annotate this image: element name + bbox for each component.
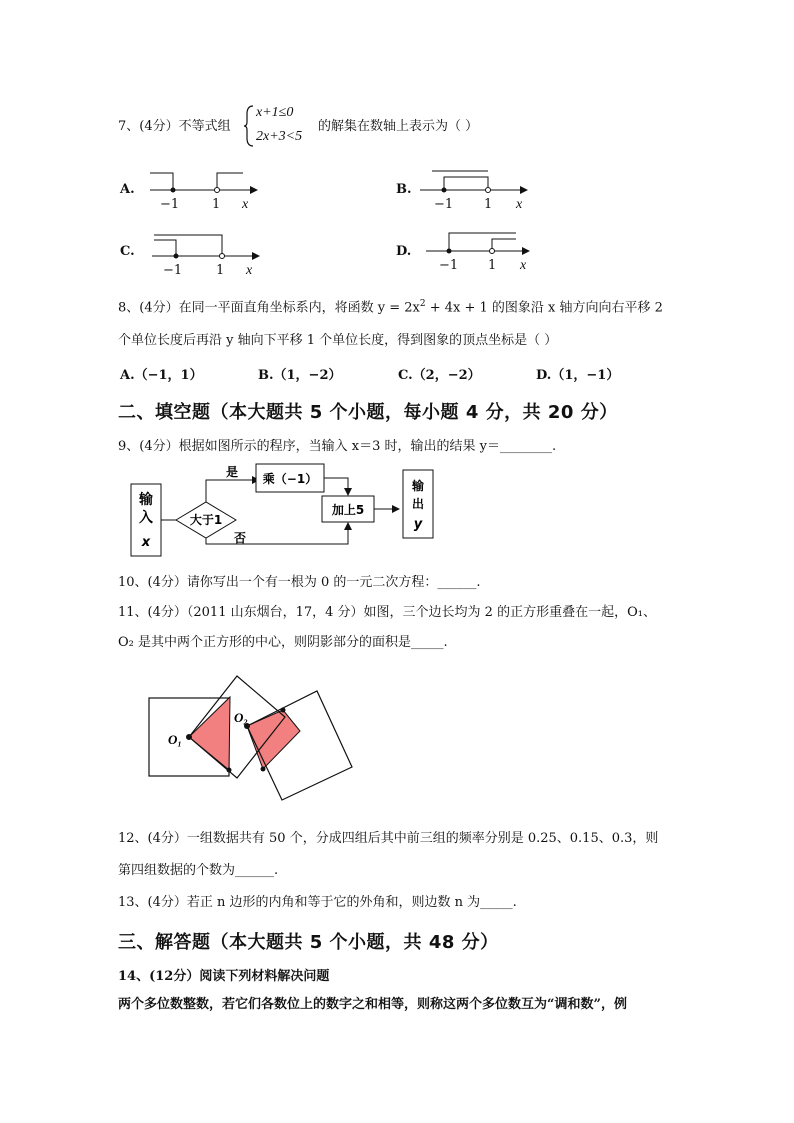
- q9-output-y: y: [413, 517, 423, 532]
- q7-suffix: 的解集在数轴上表示为（ ）: [318, 119, 479, 134]
- q12-line2: 第四组数据的个数为______.: [118, 863, 279, 878]
- q9-add-box: 加上5: [331, 503, 365, 517]
- q11-shade2-region: [247, 710, 300, 769]
- q7-brace: [243, 104, 255, 148]
- q7-d-x: x: [520, 258, 527, 273]
- section-3-heading: 三、解答题（本大题共 5 个小题，共 48 分）: [118, 932, 499, 953]
- q7-option-c-letter: C.: [120, 244, 135, 259]
- q11-line1: 11、(4分）（2011 山东烟台，17，4 分）如图，三个边长均为 2 的正方形重叠在一起，O₁、: [118, 605, 656, 620]
- q8-option-c: C.（2，−2）: [398, 368, 481, 383]
- q7-a-x: x: [242, 197, 249, 212]
- q8-option-a: A.（−1，1）: [120, 368, 203, 383]
- q11-label-o2: O₂: [234, 710, 248, 725]
- q8-option-b: B.（1，−2）: [258, 368, 342, 383]
- q9-text: 9、(4分）根据如图所示的程序，当输入 x＝3 时，输出的结果 y＝________.: [118, 439, 557, 454]
- q9-flowchart: [120, 460, 450, 560]
- q11-label-o1: O₁: [168, 732, 182, 747]
- q9-multiply-box: 乘（−1）: [262, 472, 318, 486]
- q7-d-minus1: −1: [439, 258, 459, 273]
- q7-line1: x+1≤0: [256, 105, 294, 120]
- q7-prefix: 7、(4分）不等式组: [118, 119, 231, 134]
- q7-b-one: 1: [484, 197, 493, 212]
- q14-line1: 两个多位数整数，若它们各数位上的数字之和相等，则称这两个多位数互为“调和数”，例: [118, 997, 627, 1012]
- q7-c-one: 1: [216, 263, 225, 278]
- q11-figure: [140, 670, 365, 810]
- q9-input-x: x: [141, 535, 151, 550]
- q9-no-label: 否: [233, 531, 247, 545]
- q9-input-char1: 输: [139, 492, 153, 508]
- q11-line2: O₂ 是其中两个正方形的中心，则阴影部分的面积是_____.: [118, 635, 448, 650]
- q12-line1: 12、(4分）一组数据共有 50 个，分成四组后其中前三组的频率分别是 0.25、0.15、0.3，则: [118, 831, 659, 846]
- q8-line2: 个单位长度后再沿 y 轴向下平移 1 个单位长度，得到图象的顶点坐标是（ ）: [118, 333, 558, 348]
- q7-b-minus1: −1: [434, 197, 454, 212]
- q7-line2: 2x+3<5: [256, 129, 303, 144]
- q8-line1: 8、(4分）在同一平面直角坐标系内，将函数 $y = 2x^2 + 4x + 1$ 的图象沿 x 轴方向向右平移 2: [118, 299, 663, 316]
- q7-option-a-letter: A.: [120, 182, 135, 197]
- q9-decision: 大于1: [189, 513, 223, 527]
- q7-option-b-letter: B.: [396, 182, 412, 197]
- q7-a-minus1: −1: [160, 197, 180, 212]
- q8-option-d: D.（1，−1）: [536, 368, 620, 383]
- q9-output-char2: 出: [411, 497, 425, 511]
- q13-text: 13、(4分）若正 n 边形的内角和等于它的外角和，则边数 n 为_____.: [118, 895, 517, 910]
- q7-c-minus1: −1: [163, 263, 183, 278]
- q10-text: 10、(4分）请你写出一个有一根为 0 的一元二次方程：______.: [118, 575, 481, 590]
- q7-c-x: x: [246, 263, 253, 278]
- q9-yes-label: 是: [225, 465, 239, 479]
- q7-d-one: 1: [488, 258, 497, 273]
- section-2-heading: 二、填空题（本大题共 5 个小题，每小题 4 分，共 20 分）: [118, 402, 618, 423]
- q7-option-d-letter: D.: [396, 244, 412, 259]
- q9-input-char2: 入: [139, 510, 153, 526]
- q7-a-one: 1: [212, 197, 221, 212]
- q7-b-x: x: [516, 197, 523, 212]
- q9-output-char1: 输: [411, 479, 425, 493]
- q14-title: 14、(12分）阅读下列材料解决问题: [118, 969, 330, 984]
